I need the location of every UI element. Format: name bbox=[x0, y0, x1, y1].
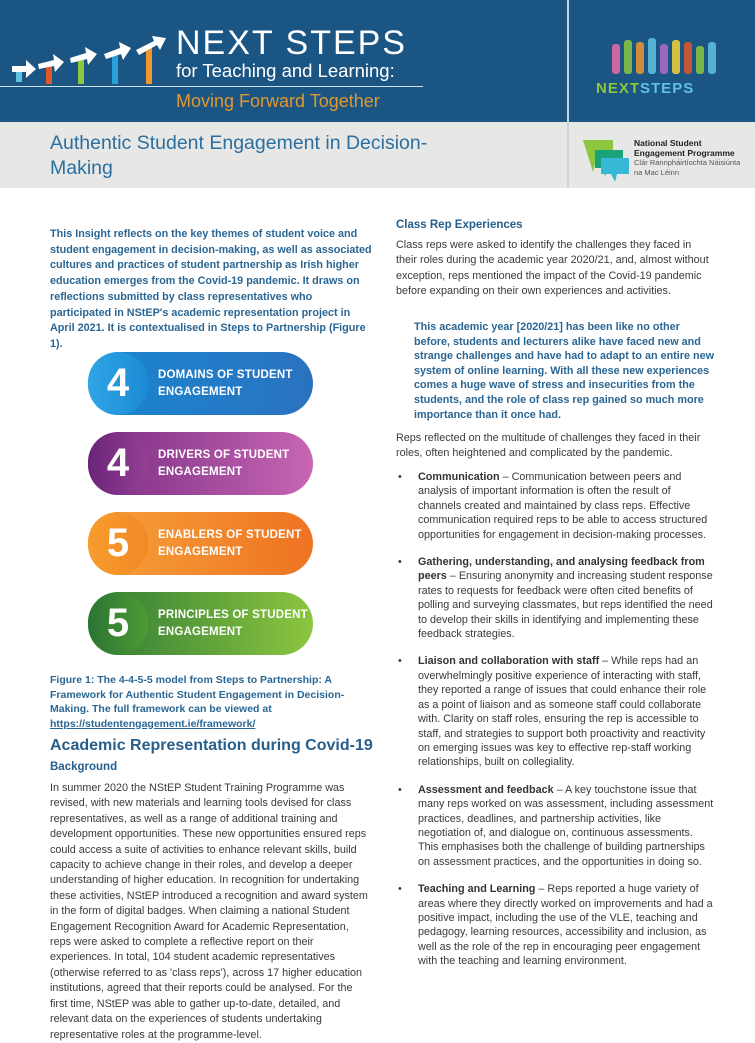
list-item: • Communication – Communication between peers and analysis of important information is often the result of channels created and maintained by class reps. Effective communication required reps to be able to access structured opportunities for engagement in decision-making processes. bbox=[398, 471, 708, 541]
pill-label: DOMAINS OF STUDENT ENGAGEMENT bbox=[158, 368, 293, 398]
nsep-logo-text: National Student Engagement Programme Clár Rannpháirtíochta Náisiúnta na Mac Léinn bbox=[634, 138, 741, 177]
framework-link[interactable]: https://studentengagement.ie/framework/ bbox=[50, 717, 256, 730]
pill-number: 4 bbox=[88, 432, 148, 495]
list-item: • Gathering, understanding, and analysing feedback from peers – Ensuring anonymity and increasing student response rates to requests for feedback were often cited benefits of polling and surveying classmates, but reps identified the need to develop their skills in identifying and implementing these feedback strategies. bbox=[398, 556, 713, 641]
speech-bubbles-logo bbox=[583, 138, 631, 182]
challenges-intro: Reps reflected on the multitude of challenges they faced in their roles, often heightened and complicated by the pandemic. bbox=[396, 432, 701, 460]
rep-quote: This academic year [2020/21] has been like no other before, students and lecturers alike have faced new and strange challenges and have had to adapt to an entire new system of online learning. With all these new experiences comes a huge wave of stress and insecurities from the students, and the role of class rep gained so much more importance than it once had. bbox=[414, 321, 714, 421]
figure-caption bbox=[50, 673, 370, 731]
pill-label: DRIVERS OF STUDENT ENGAGEMENT bbox=[158, 448, 290, 478]
intro-paragraph: This Insight reflects on the key themes of student voice and student engagement in decision-making, as well as associated cultures and practices of student partnership as Irish higher education emerges from the Covid-19 pandemic. It draws on reflections submitted by class representatives who participated in NStEP's academic representation project in April 2021. It is contextualised in Steps to Partnership (Figure 1). bbox=[50, 228, 372, 350]
pill-label: PRINCIPLES OF STUDENT ENGAGEMENT bbox=[158, 608, 308, 638]
header-divider bbox=[567, 0, 569, 188]
banner-tagline: Moving Forward Together bbox=[176, 91, 380, 111]
pill-domains bbox=[88, 352, 313, 415]
list-item: • Assessment and feedback – A key touchstone issue that many reps worked on was assessment, including assessment practices, deadlines, and partnership activities, like negotiation of, and dialogue on, continuous assessments. This emphasises both the challenge of building partnerships on assessment practices, and the opportunities in doing so. bbox=[398, 783, 714, 868]
pill-number: 5 bbox=[88, 512, 148, 575]
page-title: Authentic Student Engagement in Decision-Making bbox=[50, 132, 428, 179]
background-paragraph: In summer 2020 the NStEP Student Training Programme was revised, with new materials and learning tools devised for class representatives, as well as a range of additional training and development opportunities. These new opportunities ensured reps could access a suite of activities to enhance relevant skills, build capacity to achieve change in their roles, and develop a deeper understanding of higher education. In recognition for undertaking these activities, NStEP introduced a recognition and award system in the form of digital badges. When claiming a national Student Engagement Recognition Award for Academic Representation, reps were asked to complete a reflective report on their experiences. In total, 104 student academic representatives (otherwise referred to as 'class reps'), across 17 higher education institutions, agreed that their reports could be analysed. For the first time, NStEP was able to gather up-to-date, detailed, and relevant data on the experiences of students undertaking representative roles at the programme-level. bbox=[50, 782, 368, 1041]
bullet-icon: • bbox=[398, 471, 402, 483]
section-heading: Academic Representation during Covid-19 bbox=[50, 737, 373, 754]
pill-label: ENABLERS OF STUDENT ENGAGEMENT bbox=[158, 528, 302, 558]
pill-number: 5 bbox=[88, 592, 148, 655]
bullet-icon: • bbox=[398, 655, 402, 668]
banner-rule bbox=[0, 86, 423, 87]
background-heading: Background bbox=[50, 761, 118, 773]
class-rep-heading: Class Rep Experiences bbox=[396, 219, 523, 231]
caption-text: Figure 1: The 4-4-5-5 model from Steps to Partnership: A Framework for Authentic Student Engagement in Decision-Making. The full framework can be viewed at bbox=[50, 674, 345, 715]
list-item: • Liaison and collaboration with staff – While reps had an overwhelmingly positive experience of interacting with staff, they reported a range of issues that could enhance their role as a point of liaison and as someone staff could collaborate with. Clarity on staff roles, ensuring the rep is accessible to staff, and strategies to support both proactivity and reactivity on emerging issues was key to effective rep-staff working relationships, built on collegiality. bbox=[398, 655, 707, 769]
challenges-list bbox=[396, 470, 716, 982]
hands-arrows-logo bbox=[12, 36, 172, 86]
banner-subtitle: for Teaching and Learning: bbox=[176, 60, 395, 81]
banner-title: NEXT STEPS bbox=[176, 24, 407, 62]
list-item: • Teaching and Learning – Reps reported a huge variety of areas where they directly worked on improvements and had a positive impact, including the use of the VLE, teaching and pedagogy, learning resources, accessibility and inclusion, as well as the role of the rep in encouraging peer engagement with the teaching and learning environment. bbox=[398, 883, 713, 968]
class-rep-paragraph: Class reps were asked to identify the challenges they faced in their roles during the academic year 2020/21, and, almost without exception, reps mentioned the impact of the Covid-19 pandemic before expanding on their own experiences and activities. bbox=[396, 239, 709, 298]
nextsteps-logo-text: NEXTSTEPS bbox=[596, 80, 695, 97]
bullet-icon: • bbox=[398, 783, 402, 796]
bullet-icon: • bbox=[398, 883, 402, 896]
pill-number: 4 bbox=[88, 352, 148, 415]
pill-principles bbox=[88, 592, 313, 655]
pill-drivers bbox=[88, 432, 313, 495]
bullet-icon: • bbox=[398, 556, 402, 569]
pill-enablers bbox=[88, 512, 313, 575]
